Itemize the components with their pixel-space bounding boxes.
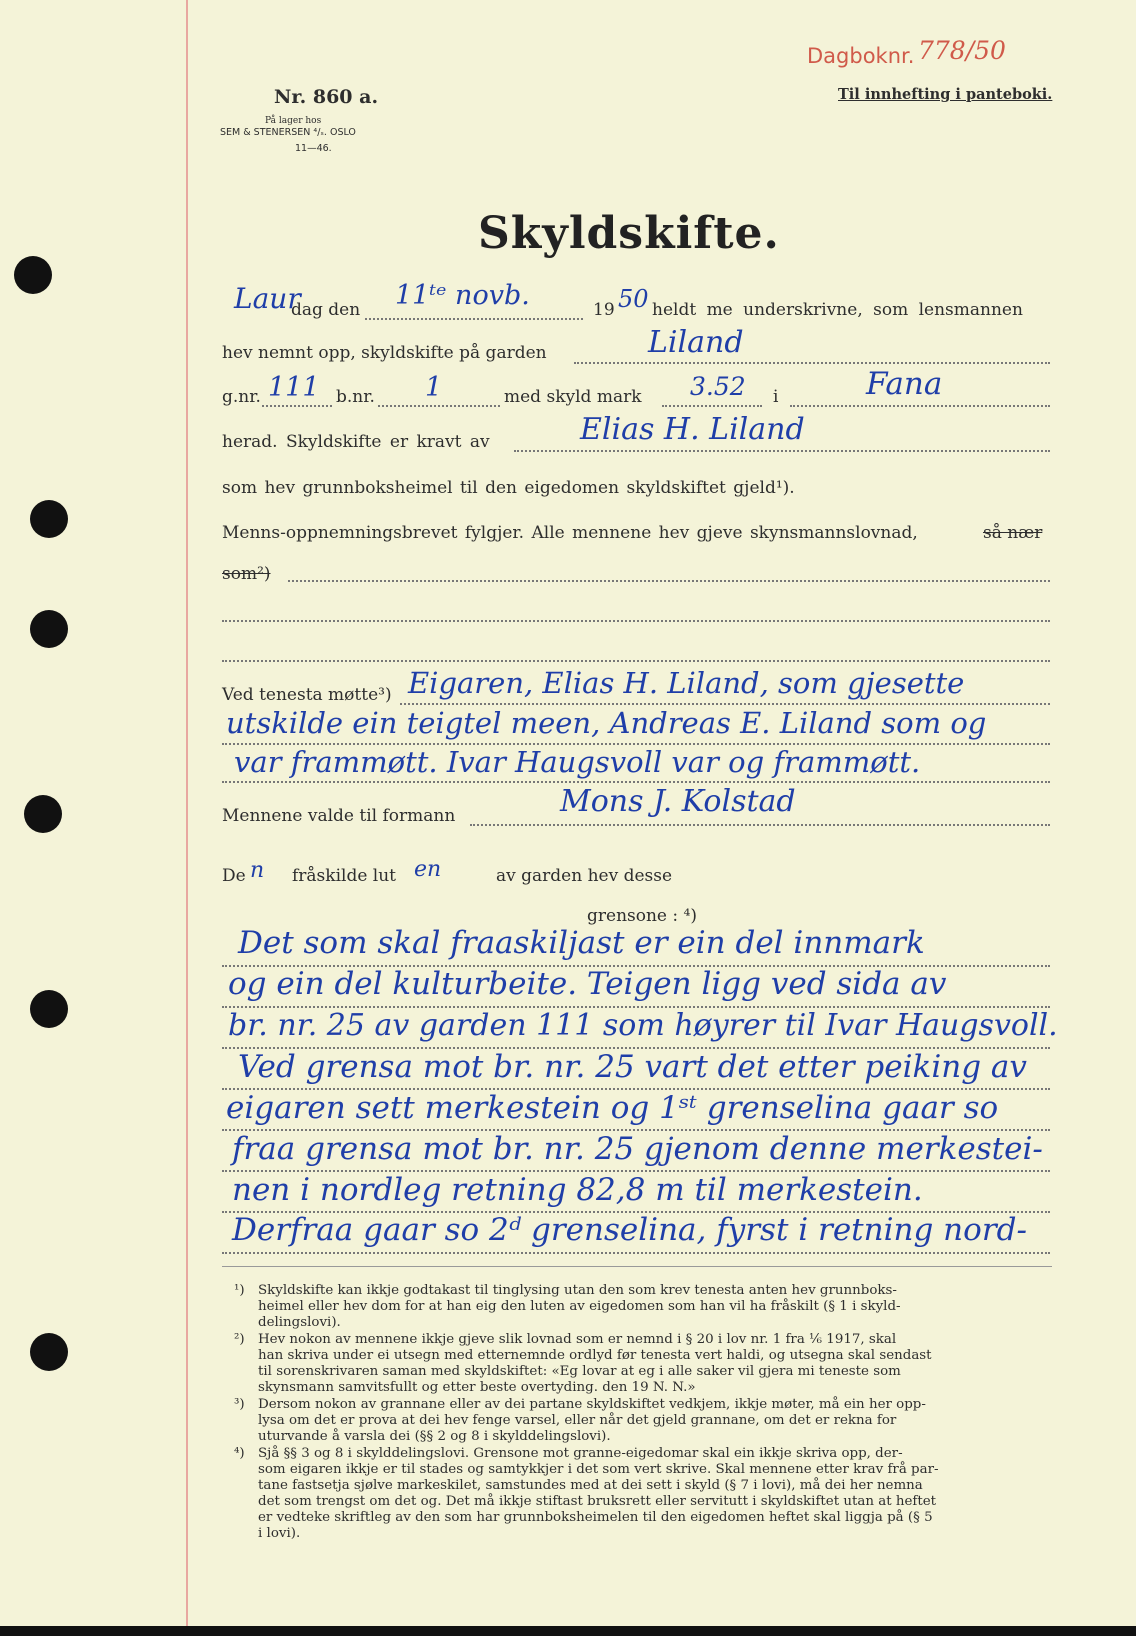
fill-line [662,405,762,407]
fill-line [790,405,1050,407]
dag-label: dag den [291,300,361,320]
gnr-handwritten: 111 [268,372,320,403]
document-title: Skyldskifte. [478,208,780,259]
footnote [234,1332,1049,1396]
line1-text: heldt me underskrivne, som lensmannen [652,300,1023,320]
fill-line [288,580,1050,582]
footnotes [234,1283,1049,1543]
fill-line [222,660,1050,662]
punch-hole [30,500,68,538]
weekday-handwritten: Laur [234,282,301,315]
fill-line [222,781,1050,783]
fraskilde-text: av garden hev desse [496,866,673,886]
chairman-handwritten: Mons J. Kolstad [560,784,796,819]
footnote [234,1397,1049,1445]
footnote-line: Sjå §§ 3 og 8 i skylddelingslovi. Grensone mot granne-eigedomar skal ein ikkje skriva opp, der- [258,1446,903,1461]
gnr-label: g.nr. [222,387,261,407]
footnote-line: som eigaren ikkje er til stades og samtykkjer i det som vert skrive. Skal mennene etter krav frå par- [258,1462,939,1477]
footnote-number: ³) [234,1397,245,1412]
filing-note: Til innhefting i panteboki. [838,86,1053,103]
fill-line [222,620,1050,622]
fill-line [378,405,500,407]
de-label: De [222,866,246,886]
attendees-handwritten: utskilde ein teigtel meen, Andreas E. Liland som og [226,706,987,740]
boundary-description: og ein del kulturbeite. Teigen ligg ved sida av [228,966,947,1002]
punch-hole [30,610,68,648]
footnote-line: uturvande å varsla dei (§§ 2 og 8 i skylddelingslovi). [258,1429,611,1444]
boundary-description: Derfraa gaar so 2ᵈ grenselina, fyrst i retning nord- [232,1212,1027,1248]
skyld-label: med skyld mark [504,387,642,407]
publisher-line: På lager hos [265,116,322,126]
fill-line [574,362,1050,364]
form-number: Nr. 860 a. [274,86,379,108]
margin-rule [186,0,188,1626]
footnote-line: Skyldskifte kan ikkje godtakast til tinglysing utan den som krev tenesta anten hev grunnboks- [258,1283,897,1298]
punch-hole [14,256,52,294]
footnote-line: i lovi). [258,1526,301,1541]
boundary-description: br. nr. 25 av garden 111 som høyrer til Ivar Haugsvoll. [228,1008,1058,1043]
boundary-description: Det som skal fraaskiljast er ein del innmark [238,925,925,961]
punch-hole [30,1333,68,1371]
year-handwritten: 50 [618,285,649,313]
grensone-label: grensone : ⁴) [587,906,697,926]
punch-hole [24,795,62,833]
footnote-line: det som trengst om det og. Det må ikkje stiftast bruksrett eller servitutt i skyldskiftet utan at heftet [258,1494,937,1509]
footnote-line: han skriva under ei utsegn med etternemnde ordlyd før tenesta vert haldi, og utsegna skal sendast [258,1348,932,1363]
fill-line [262,405,332,407]
boundary-description: nen i nordleg retning 82,8 m til merkestein. [232,1172,923,1208]
year-prefix: 19 [593,300,615,320]
punch-hole [30,990,68,1028]
line4-text: herad. Skyldskifte er kravt av [222,432,490,452]
footnote-line: skynsmann samvitsfullt og etter beste overtyding. den 19 N. N.» [258,1380,696,1395]
footnote [234,1446,1049,1542]
herad-handwritten: Fana [866,366,943,402]
de-handwritten: n [250,858,265,883]
footnote-number: ⁴) [234,1446,245,1461]
attendees-handwritten: var frammøtt. Ivar Haugsvoll var og frammøtt. [234,745,921,779]
publisher-line: 11—46. [295,143,332,154]
dagboknr-label: Dagboknr. [807,44,915,68]
fill-line [365,318,583,320]
footnote-line: er vedteke skriftleg av den som har grunnboksheimelen til den eigedomen heftet skal liggja på (§ 5 [258,1510,933,1525]
footnote-line: delingslovi). [258,1315,341,1330]
line6-text: Menns-oppnemningsbrevet fylgjer. Alle mennene hev gjeve skynsmannslovnad, [222,523,918,543]
lut-handwritten: en [414,857,442,882]
footnote-line: til sorenskrivaren saman med skyldskiftet: «Eg lovar at eg i alle saker vil gjera mi teneste som [258,1364,901,1379]
fill-line [470,824,1050,826]
scan-edge [0,1626,1136,1636]
footnote-separator [222,1266,1052,1267]
publisher-line: SEM & STENERSEN ⁴/ₛ. OSLO [220,127,356,138]
fill-line [400,703,1050,705]
bnr-label: b.nr. [336,387,375,407]
formann-label: Mennene valde til formann [222,806,456,826]
mote-label: Ved tenesta møtte³) [222,685,392,705]
boundary-description: fraa grensa mot br. nr. 25 gjenom denne merkestei- [232,1131,1043,1167]
footnote-line: Dersom nokon av grannane eller av dei partane skyldskiftet vedkjem, ikkje møter, må ein her opp- [258,1397,926,1412]
footnote-line: tane fastsetja sjølve markeskilet, samstundes med at dei sett i skyld (§ 7 i lovi), må dei her nemna [258,1478,923,1493]
date-handwritten: 11ᵗᵉ novb. [395,280,530,311]
struck-text: som²) [222,564,271,584]
attendees-handwritten: Eigaren, Elias H. Liland, som gjesette [408,666,965,700]
i-label: i [773,387,779,407]
bnr-handwritten: 1 [425,372,443,403]
fill-line [222,1252,1050,1254]
requester-handwritten: Elias H. Liland [580,412,805,447]
footnote-number: ²) [234,1332,245,1347]
footnote-line: lysa om det er prova at dei hev fenge varsel, eller når det gjeld grannane, om det er rekna for [258,1413,897,1428]
line2-text: hev nemnt opp, skyldskifte på garden [222,343,547,363]
dagboknr-value: 778/50 [918,36,1006,65]
fill-line [514,450,1050,452]
boundary-description: eigaren sett merkestein og 1ˢᵗ grenselina gaar so [226,1090,999,1126]
skyld-handwritten: 3.52 [690,372,746,401]
line5-text: som hev grunnboksheimel til den eigedomen skyldskiftet gjeld¹). [222,478,795,498]
farm-name-handwritten: Liland [648,325,744,360]
footnote-line: heimel eller hev dom for at han eig den luten av eigedomen som han vil ha fråskilt (§ 1 i skyld- [258,1299,901,1314]
lut-label: fråskilde lut [292,866,397,886]
footnote-line: Hev nokon av mennene ikkje gjeve slik lovnad som er nemnd i § 20 i lov nr. 1 fra ⅙ 1917, skal [258,1332,897,1347]
boundary-description: Ved grensa mot br. nr. 25 vart det etter peiking av [238,1049,1027,1085]
struck-text: så nær [983,523,1043,543]
footnote [234,1283,1049,1331]
footnote-number: ¹) [234,1283,245,1298]
